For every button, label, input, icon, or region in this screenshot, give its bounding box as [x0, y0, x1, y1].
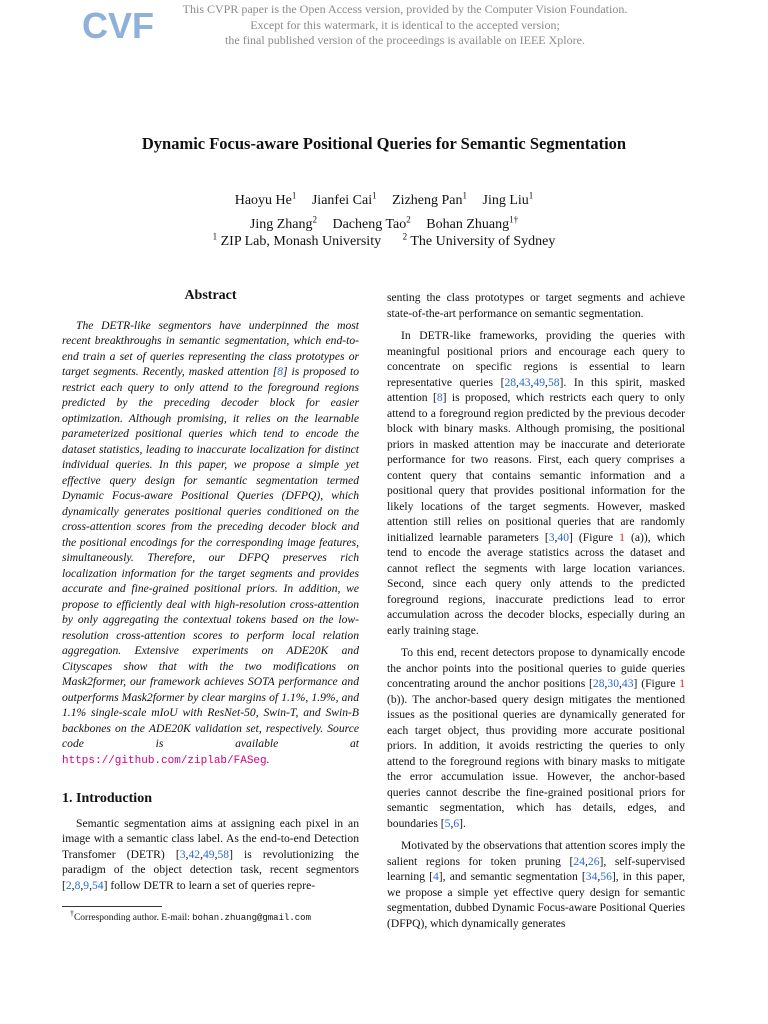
paper-title: Dynamic Focus-aware Positional Queries for Semantic Segmentation [141, 134, 627, 153]
body-paragraph: senting the class prototypes or target segments and achieve state-of-the-art performance on semantic segmentation. [387, 291, 685, 320]
watermark-line: Except for this watermark, it is identical to the accepted version; [250, 17, 560, 32]
footnote-rule [62, 906, 162, 907]
citation-link[interactable]: 49 [202, 847, 215, 861]
right-column [387, 290, 685, 938]
intro-paragraph: Semantic segmentation aims at assigning each pixel in an image with a semantic class label. As the end-to-end Detection Transfomer (DETR) [3,42,49,58] is revolutionizing the paradigm of the object detection task, recent segmentors [2,8,9,54] follow DETR to learn a set of queries repre- [62, 816, 359, 892]
citation-link[interactable]: 30 [607, 677, 620, 690]
author: Jing Zhang$^2$ [249, 214, 317, 232]
citation-link[interactable]: 49 [533, 375, 546, 389]
affiliations [40, 231, 728, 250]
cvf-logo [82, 4, 154, 46]
watermark-line: the final published version of the proceedings is available on IEEE Xplore. [225, 33, 585, 47]
author: Jing Liu$^1$ [482, 190, 534, 208]
figure-link[interactable]: 1 [679, 677, 685, 690]
citation-link[interactable]: 9 [83, 878, 90, 892]
citation-link[interactable]: 56 [600, 870, 612, 883]
figure-link[interactable]: 1 [619, 530, 625, 544]
author-row [40, 186, 728, 210]
cvf-logo-text: CVF [82, 5, 154, 46]
author-list [40, 186, 728, 234]
watermark-line: This CVPR paper is the Open Access version, provided by the Computer Vision Foundation. [182, 2, 628, 16]
source-code-link[interactable]: https://github.com/ziplab/FASeg [62, 754, 267, 767]
citation-link[interactable]: 26 [587, 854, 600, 868]
citation-link[interactable]: 28 [504, 375, 517, 389]
footnote: †Corresponding author. E-mail: bohan.zhuang@gmail.com [70, 909, 311, 924]
citation-link[interactable]: 40 [557, 530, 570, 544]
citation-link[interactable]: 28 [592, 677, 605, 690]
author: Jianfei Cai$^1$ [311, 190, 377, 208]
body-paragraph: Motivated by the observations that attention scores imply the salient regions for token pruning [24,26], self-supervised learning [4], and semantic segmentation [34,56], in this paper, we propose a simple yet effective query design for semantic segmentation, dubbed Dynamic Focus-aware Positional Queries (DFPQ), which dynamically generates [387, 839, 686, 930]
author: Haoyu He$^1$ [234, 190, 297, 208]
citation-link[interactable]: 8 [277, 365, 284, 378]
citation-link[interactable]: 6 [453, 816, 460, 830]
citation-link[interactable]: 42 [188, 847, 201, 861]
abstract-body: The DETR-like segmentors have underpinned the most recent breakthroughs in semantic segmentation, which end-to-end train a set of queries representing the class prototypes or target segments. Recently, masked attention [8] is proposed to restrict each query to only attend to the foreground regions predicted by the preceding decoder block for easier optimization. Although promising, it relies on the learnable parameterized positional queries which tend to encode the dataset statistics, leading to inaccurate localization for distinct individual queries. In this paper, we propose a simple yet effective query design for semantic segmentation termed Dynamic Focus-aware Positional Queries (DFPQ), which dynamically generates positional queries conditioned on the cross-attention scores from the preceding decoder block and the positional encodings for the corresponding image features, simultaneously. Therefore, our DFPQ preserves rich localization information for the target segments and provides accurate and fine-grained positional priors. In addition, we propose to efficiently deal with high-resolution cross-attention by only aggregating the contextual tokens based on the low-resolution cross-attention scores to perform local relation aggregation. Extensive experiments on ADE20K and Cityscapes show that with the two modifications on Mask2former, our framework achieves SOTA performance and outperforms Mask2former by clear margins of 1.1%, 1.9%, and 1.1% single-scale mIoU with ResNet-50, Swin-T, and Swin-B backbones on the ADE20K validation set, respectively. Source code is available at https://github.com/ziplab/FASeg. [62, 318, 359, 767]
citation-link[interactable]: 5 [444, 816, 451, 830]
abstract-heading: Abstract [184, 288, 237, 303]
affiliation: $^2$ The University of Sydney [402, 231, 556, 249]
citation-link[interactable]: 8 [74, 878, 81, 892]
citation-link[interactable]: 24 [573, 854, 585, 868]
citation-link[interactable]: 3 [179, 847, 186, 861]
citation-link[interactable]: 58 [217, 847, 230, 861]
citation-link[interactable]: 43 [621, 677, 634, 690]
citation-link[interactable]: 54 [91, 878, 104, 892]
affiliation: $^1$ ZIP Lab, Monash University [212, 231, 382, 249]
citation-link[interactable]: 3 [548, 530, 555, 544]
introduction-heading: 1. Introduction [62, 791, 152, 806]
author: Zizheng Pan$^1$ [392, 190, 467, 208]
body-paragraph: To this end, recent detectors propose to dynamically encode the anchor points into the positional queries to guide queries concentrating around the anchor positions [28,30,43] (Figure 1 (b)). The anchor-based query design mitigates the mentioned issues as the positional queries are dynamically generated for each target object, thus providing more accurate positional priors. In addition, it avoids restricting the queries to only attend to the foreground regions with binary masks to mitigate the error accumulation issue. However, the anchor-based queries cannot describe the fine-grained positional priors for semantic segmentation, which has details, edges, and boundaries [5,6]. [387, 646, 685, 830]
citation-link[interactable]: 58 [547, 375, 560, 389]
citation-link[interactable]: 2 [65, 878, 72, 892]
left-column [62, 288, 359, 900]
citation-link[interactable]: 34 [585, 870, 598, 883]
author: Dacheng Tao$^2$ [332, 214, 411, 232]
author: Bohan Zhuang$^{1\dagger}$ [426, 214, 519, 232]
citation-link[interactable]: 4 [433, 870, 439, 883]
body-paragraph: In DETR-like frameworks, providing the queries with meaningful positional priors and encourage each query to concentrate on specific regions is essential to learn representative queries [28,43,49,58]. In this spirit, masked attention [8] is proposed, which restricts each query to only attend to a foreground region predicted by the previous decoder block with binary masks. Although promising, the positional priors in masked attention may be inaccurate and deteriorate performance for two reasons. First, each query comprises a content query that contains semantic information and a positional query that provides positional information for the likely locations of the target segments. However, masked attention still relies on positional queries that are randomly initialized learnable parameters [3,40] (Figure 1 (a)), which tend to encode the average statistics across the dataset and cannot reflect the segments with large location variances. Second, since each query only attends to the predicted foreground regions, inaccurate predictions lead to error accumulation across the decoder blocks, especially during an early training stage. [387, 329, 686, 637]
open-access-watermark [170, 2, 640, 49]
citation-link[interactable]: 8 [436, 391, 443, 404]
citation-link[interactable]: 43 [518, 375, 531, 389]
author-email[interactable]: bohan.zhuang@gmail.com [192, 913, 311, 924]
